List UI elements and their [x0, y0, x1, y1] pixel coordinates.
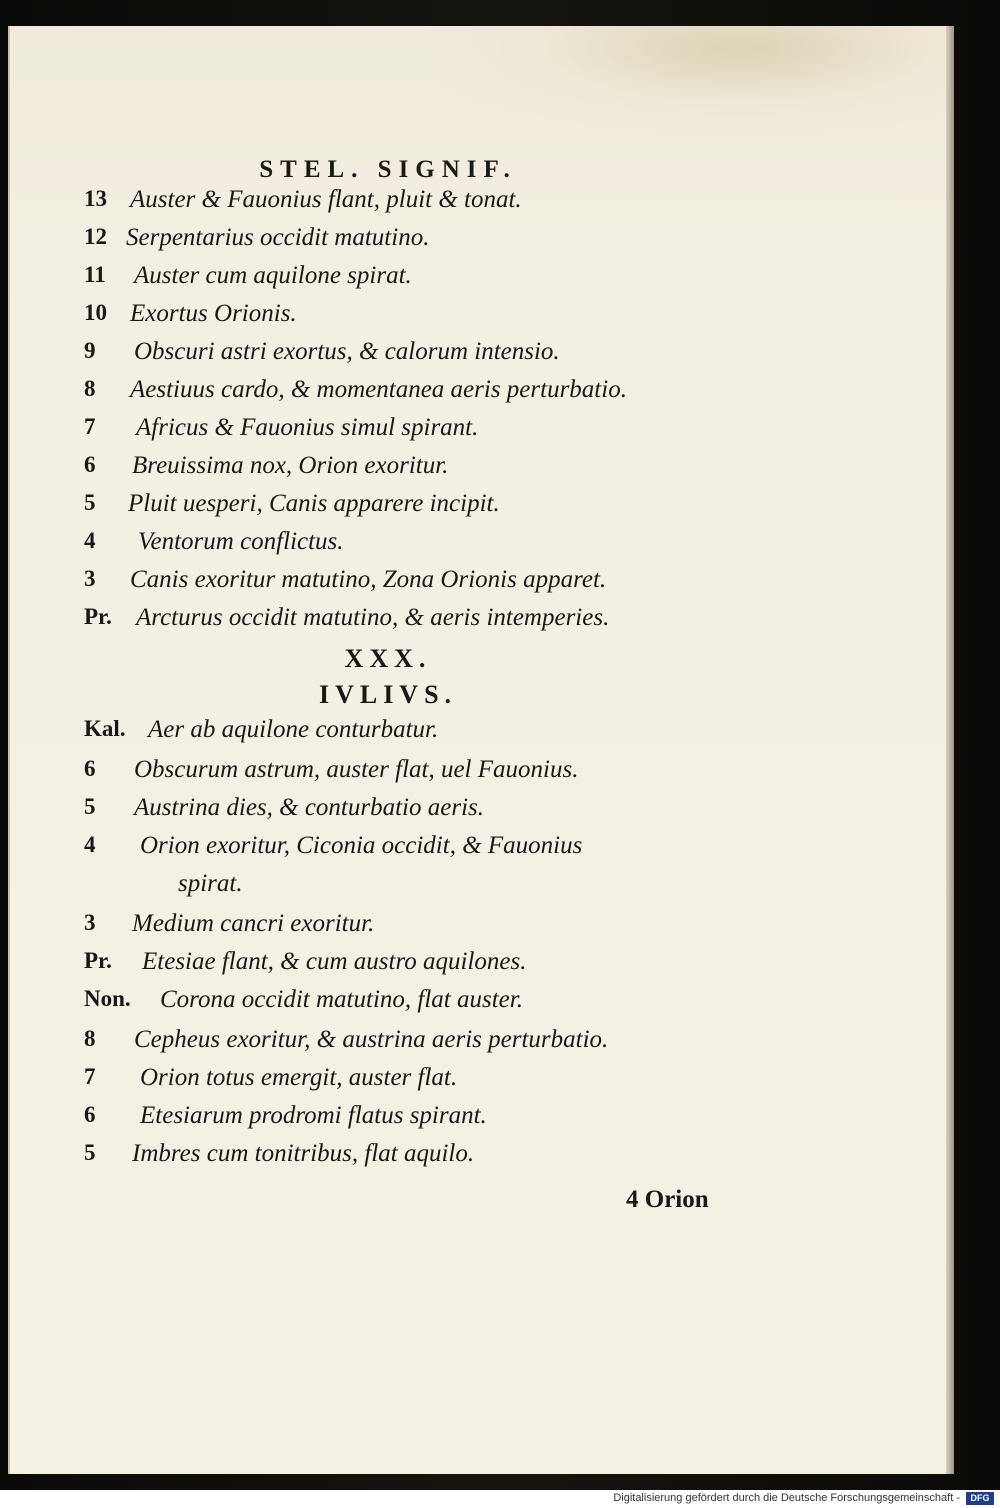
entry-text: Breuissima nox, Orion exoritur.	[132, 452, 449, 479]
calendar-entry	[8, 1102, 768, 1142]
day-number: 11	[84, 262, 106, 287]
entry-text: Canis exoritur matutino, Zona Orionis apparet.	[130, 566, 607, 593]
day-number: 12	[84, 224, 107, 249]
calendar-entry	[8, 986, 768, 1026]
day-number: 8	[84, 376, 96, 401]
day-number: 4	[84, 528, 96, 553]
day-number: 5	[84, 1140, 96, 1165]
entry-text: Aer ab aquilone conturbatur.	[148, 716, 439, 743]
entry-text: Imbres cum tonitribus, flat aquilo.	[132, 1140, 475, 1167]
day-number: Pr.	[84, 604, 112, 629]
funding-credit: Digitalisierung gefördert durch die Deutsche Forschungsgemeinschaft -	[613, 1492, 960, 1504]
day-number: 9	[84, 338, 96, 363]
calendar-entry-continuation	[8, 870, 768, 910]
entry-text: Corona occidit matutino, flat auster.	[160, 986, 523, 1013]
calendar-entry	[8, 794, 768, 834]
day-count: XXX.	[344, 644, 432, 673]
catchword: 4 Orion	[626, 1186, 709, 1213]
day-number: Non.	[84, 986, 131, 1011]
calendar-entry	[8, 1064, 768, 1104]
entry-text: Etesiarum prodromi flatus spirant.	[140, 1102, 487, 1129]
entry-text: Cepheus exoritur, & austrina aeris perturbatio.	[134, 1026, 609, 1053]
calendar-entry	[8, 1026, 768, 1066]
day-number: 3	[84, 566, 96, 591]
day-number: 7	[84, 414, 96, 439]
day-number: 5	[84, 490, 96, 515]
day-number: 6	[84, 1102, 96, 1127]
calendar-entry	[8, 186, 768, 226]
entry-text: spirat.	[178, 870, 243, 897]
day-number: 8	[84, 1026, 96, 1051]
book-page	[8, 26, 946, 1474]
entry-text: Orion totus emergit, auster flat.	[140, 1064, 458, 1091]
entry-text: Africus & Fauonius simul spirant.	[136, 414, 479, 441]
entry-text: Austrina dies, & conturbatio aeris.	[134, 794, 484, 821]
entry-text: Orion exoritur, Ciconia occidit, & Fauonius	[140, 832, 583, 859]
month-title: IVLIVS.	[318, 680, 458, 709]
calendar-entry	[8, 604, 768, 644]
entry-text: Obscurum astrum, auster flat, uel Fauonius.	[134, 756, 579, 783]
day-number: 7	[84, 1064, 96, 1089]
entry-text: Exortus Orionis.	[130, 300, 297, 327]
entry-text: Ventorum conflictus.	[138, 528, 344, 555]
calendar-entry	[8, 1140, 768, 1180]
calendar-entry	[8, 910, 768, 950]
dfg-logo: DFG	[966, 1492, 994, 1505]
day-number: 6	[84, 452, 96, 477]
calendar-entry	[8, 300, 768, 340]
calendar-entry	[8, 566, 768, 606]
digitization-footer	[0, 1490, 1000, 1508]
entry-text: Serpentarius occidit matutino.	[126, 224, 430, 251]
calendar-entry	[8, 338, 768, 378]
calendar-entry	[8, 224, 768, 264]
calendar-entry	[8, 414, 768, 454]
entry-text: Aestiuus cardo, & momentanea aeris perturbatio.	[130, 376, 627, 403]
calendar-entry	[8, 948, 768, 988]
calendar-entry	[8, 716, 768, 756]
day-number: 6	[84, 756, 96, 781]
entry-text: Obscuri astri exortus, & calorum intensio.	[134, 338, 560, 365]
entry-text: Auster cum aquilone spirat.	[134, 262, 412, 289]
calendar-entry	[8, 490, 768, 530]
running-header: STEL. SIGNIF.	[259, 156, 517, 183]
entry-text: Etesiae flant, & cum austro aquilones.	[142, 948, 527, 975]
entry-text: Medium cancri exoritur.	[132, 910, 375, 937]
day-number: 13	[84, 186, 107, 211]
calendar-entry	[8, 528, 768, 568]
calendar-entry	[8, 452, 768, 492]
calendar-entry	[8, 832, 768, 872]
entry-text: Arcturus occidit matutino, & aeris intemperies.	[136, 604, 610, 631]
entry-text: Pluit uesperi, Canis apparere incipit.	[128, 490, 500, 517]
water-stain	[428, 26, 946, 136]
day-number: Pr.	[84, 948, 112, 973]
day-number: 5	[84, 794, 96, 819]
day-number: Kal.	[84, 716, 126, 741]
calendar-entry	[8, 756, 768, 796]
day-number: 3	[84, 910, 96, 935]
day-number: 4	[84, 832, 96, 857]
calendar-entry	[8, 376, 768, 416]
calendar-entry	[8, 262, 768, 302]
page-edge	[946, 26, 954, 1474]
day-number: 10	[84, 300, 107, 325]
entry-text: Auster & Fauonius flant, pluit & tonat.	[130, 186, 522, 213]
